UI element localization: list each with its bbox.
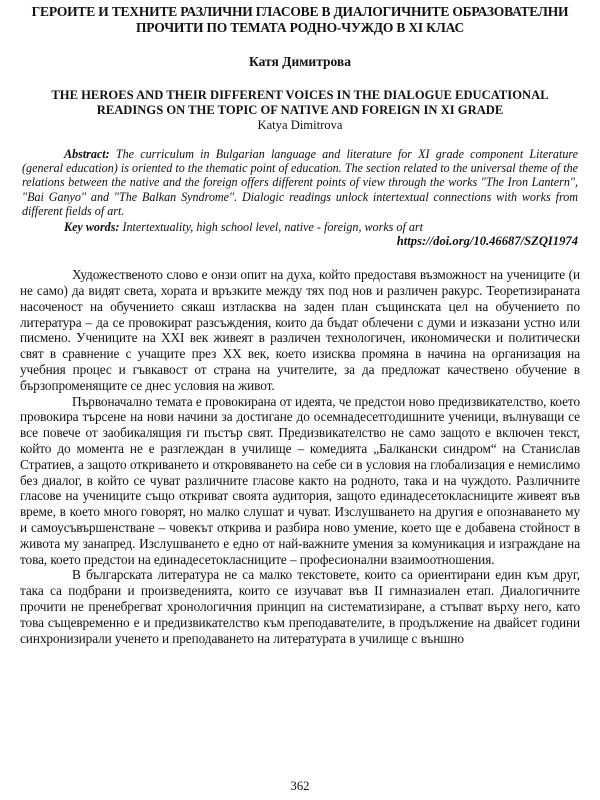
keywords-label: Key words:: [64, 220, 120, 235]
author-bulgarian: Катя Димитрова: [249, 54, 351, 69]
title-bulgarian: ГЕРОИТЕ И ТЕХНИТЕ РАЗЛИЧНИ ГЛАСОВЕ В ДИАЛОГИЧНИТЕ ОБРАЗОВАТЕЛНИ ПРОЧИТИ ПО ТЕМАТА РОДНО-ЧУЖДО В XI КЛАС: [31, 4, 569, 35]
doi-link[interactable]: https://doi.org/10.46687/SZQI1974: [396, 234, 578, 249]
keywords-text: Intertextuality, high school level, native - foreign, works of art: [119, 220, 423, 235]
abstract-label: Abstract:: [64, 147, 110, 161]
body-paragraph-1: Художественото слово е онзи опит на духа, който предоставя възможност на учениците (и не само) да видят света, хората и връзките между тях под нов и различен ракурс. Теоретизираната насоченост на обучението сякаш изтласква на заден план същинската цел на обучението по литература – да се провокират разсъждения, които да бъдат облечени с думи и изказани устно или писмено. Учениците на XXI век живеят в различен технологичен, икономически и политически свят в сравнение с учащите през XX век, което изисква промяна в начина на организация на учебния процес и гъвкавост от страна на учителите, за да предложат качествено обучение в бързопроменящите се днес условия на живот.: [20, 267, 580, 393]
body-text: [18, 267, 582, 646]
abstract-text: The curriculum in Bulgarian language and literature for XI grade component Literature (general education) is oriented to the thematic point of education. The section related to the universal theme of the relations between the native and the foreign offers different points of view through the works "The Iron Lantern", "Bai Ganyo" and "The Balkan Syndrome". Dialogic readings unlock intertextual connections with works from different fields of art.: [22, 147, 578, 218]
abstract: [18, 147, 582, 218]
page-number: 362: [290, 779, 310, 793]
body-paragraph-2: Първоначално темата е провокирана от идеята, че предстои ново предизвикателство, което провокира търсене на нови начини за достигане до осемнадесетгодишните ученици, вълнуващи се все повече от заобикалящия ги пъстър свят. Предизвикателство не само защото е включен текст, който до момента не е разглеждан в училище – комедията „Балкански синдром“ на Станислав Стратиев, а защото откриването и откровяването на себе си в условия на глобализация е немислимо без диалог, в който се чуват различните гласове както на родното, така и на чуждото. Различните гласове на учениците също откриват своята аудитория, защото единадесетокласниците живеят във време, в което много говорят, но малко слушат и чуват. Изслушването на другия е опознаването му и самоусъвършенстване – човекът открива и разбира ново умение, което ще е добавена стойност в живота му занапред. Изслушването е едно от най-важните умения за комуникация и изграждане на това, което предстои на единадесетокласниците – професионални взаимоотношения.: [20, 393, 580, 567]
body-paragraph-3: В българската литература не са малко текстовете, които са ориентирани един към друг, така са подбрани и произведенията, които се изучават във II гимназиален етап. Диалогичните прочити не пренебрегват хронологичния принцип на систематизиране, а стъпват върху него, като това същевременно е и предизвикателство към преподавателите, в продължение на двайсет години синхронизирали ученето и преподаването на литературата в училище с външно: [20, 567, 580, 646]
title-english: THE HEROES AND THEIR DIFFERENT VOICES IN THE DIALOGUE EDUCATIONAL READINGS ON THE TOPIC OF NATIVE AND FOREIGN IN XI GRADE: [51, 88, 549, 117]
author-english: Katya Dimitrova: [257, 118, 343, 132]
keywords: [18, 220, 582, 234]
